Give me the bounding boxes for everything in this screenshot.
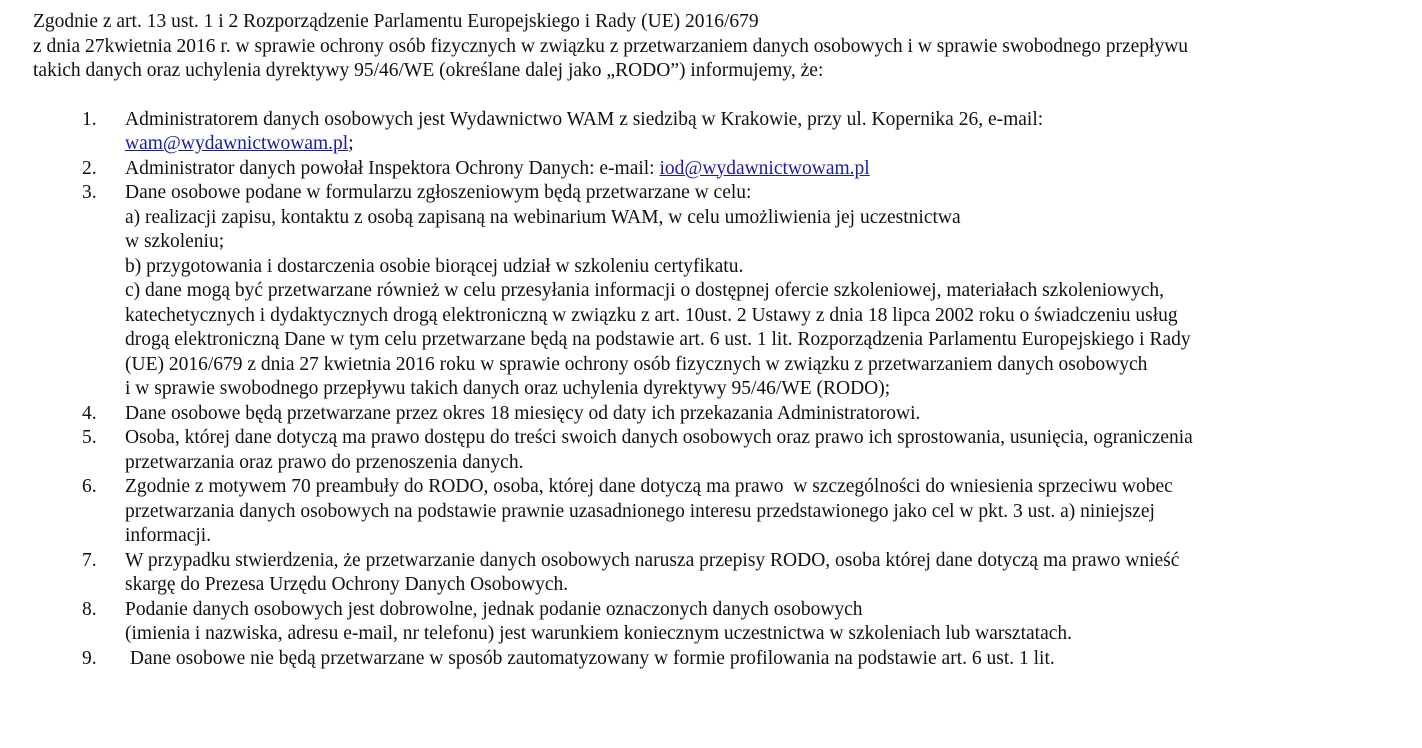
list-item: [33, 475, 1408, 549]
list-item: [33, 108, 1408, 157]
list-number: 5.: [82, 427, 97, 448]
list-text: Osoba, której dane dotyczą ma prawo dostępu do treści swoich danych osobowych oraz prawo ich sprostowania, usunięcia, ograniczenia: [125, 427, 1193, 448]
list-item: [33, 598, 1408, 647]
list-text: c) dane mogą być przetwarzane również w celu przesyłania informacji o dostępnej ofercie szkoleniowej, materiałach szkoleniowych,: [125, 280, 1165, 301]
list-text: skargę do Prezesa Urzędu Ochrony Danych Osobowych.: [125, 574, 569, 595]
list-text: (imienia i nazwiska, adresu e-mail, nr telefonu) jest warunkiem koniecznym uczestnictwa w szkoleniach lub warsztatach.: [125, 623, 1073, 644]
list-text: katechetycznych i dydaktycznych drogą elektroniczną w związku z art. 10ust. 2 Ustawy z dnia 18 lipca 2002 roku o świadczeniu usług: [125, 304, 1178, 326]
list-item: [33, 426, 1408, 475]
intro-paragraph: [33, 10, 1408, 84]
list-text: i w sprawie swobodnego przepływu takich danych oraz uchylenia dyrektywy 95/46/WE (RODO);: [125, 378, 891, 399]
list-text-line: [125, 132, 1408, 157]
email-link-iod[interactable]: iod@wydawnictwowam.pl: [659, 157, 870, 179]
intro-line: Zgodnie z art. 13 ust. 1 i 2 Rozporządzenie Parlamentu Europejskiego i Rady (UE) 2016/679: [33, 11, 759, 32]
list-text: Administratorem danych osobowych jest Wydawnictwo WAM z siedzibą w Krakowie, przy ul. Kopernika 26, e-mail:: [125, 108, 1044, 130]
list-item: [33, 647, 1408, 672]
intro-line: z dnia 27kwietnia 2016 r. w sprawie ochrony osób fizycznych w związku z przetwarzaniem danych osobowych i w sprawie swobodnego przepływu: [33, 35, 1189, 57]
list-text: Podanie danych osobowych jest dobrowolne, jednak podanie oznaczonych danych osobowych: [125, 598, 863, 620]
list-number: 6.: [82, 476, 97, 497]
list-text: przetwarzania danych osobowych na podstawie prawnie uzasadnionego interesu przedstawionego jako cel w pkt. 3 ust. a) niniejszej: [125, 500, 1155, 522]
list-item: [33, 157, 1408, 182]
list-text: Dane osobowe będą przetwarzane przez okres 18 miesięcy od daty ich przekazania Administratorowi.: [125, 402, 921, 424]
list-text: Zgodnie z motywem 70 preambuły do RODO, osoba, której dane dotyczą ma prawo w szczególności do wniesienia sprzeciwu wobec: [125, 476, 1173, 497]
document-page: [33, 10, 1408, 671]
list-number: 9.: [82, 647, 97, 669]
list-number: 1.: [82, 108, 97, 130]
list-text-line: [125, 157, 1408, 182]
list-number: 7.: [82, 549, 97, 571]
list-item: [33, 549, 1408, 598]
list-number: 4.: [82, 402, 97, 424]
punctuation: ;: [348, 133, 354, 154]
list-text: (UE) 2016/679 z dnia 27 kwietnia 2016 roku w sprawie ochrony osób fizycznych w związku z przetwarzaniem danych osobowych: [125, 353, 1148, 375]
list-number: 2.: [82, 157, 97, 179]
list-text: Administrator danych powołał Inspektora Ochrony Danych: e-mail:: [125, 157, 660, 179]
list-item: [33, 181, 1408, 402]
intro-line: takich danych oraz uchylenia dyrektywy 95/46/WE (określane dalej jako „RODO”) informujemy, że:: [33, 60, 824, 81]
list-text: Dane osobowe podane w formularzu zgłoszeniowym będą przetwarzane w celu:: [125, 182, 752, 203]
list-text: W przypadku stwierdzenia, że przetwarzanie danych osobowych narusza przepisy RODO, osoba której dane dotyczą ma prawo wnieść: [125, 549, 1180, 571]
list-text: drogą elektroniczną Dane w tym celu przetwarzane będą na podstawie art. 6 ust. 1 lit. Rozporządzenia Parlamentu Europejskiego i Rady: [125, 329, 1191, 350]
numbered-list: [33, 108, 1408, 672]
list-text: b) przygotowania i dostarczenia osobie biorącej udział w szkoleniu certyfikatu.: [125, 255, 744, 277]
list-text: w szkoleniu;: [125, 231, 225, 252]
list-text: Dane osobowe nie będą przetwarzane w sposób zautomatyzowany w formie profilowania na podstawie art. 6 ust. 1 lit.: [125, 647, 1055, 669]
email-link-wam[interactable]: wam@wydawnictwowam.pl: [125, 133, 349, 154]
list-item: [33, 402, 1408, 427]
list-number: 8.: [82, 598, 97, 620]
list-text: przetwarzania oraz prawo do przenoszenia danych.: [125, 451, 524, 473]
list-number: 3.: [82, 182, 97, 203]
list-text: a) realizacji zapisu, kontaktu z osobą zapisaną na webinarium WAM, w celu umożliwienia jej uczestnictwa: [125, 206, 961, 228]
list-text: informacji.: [125, 525, 212, 546]
